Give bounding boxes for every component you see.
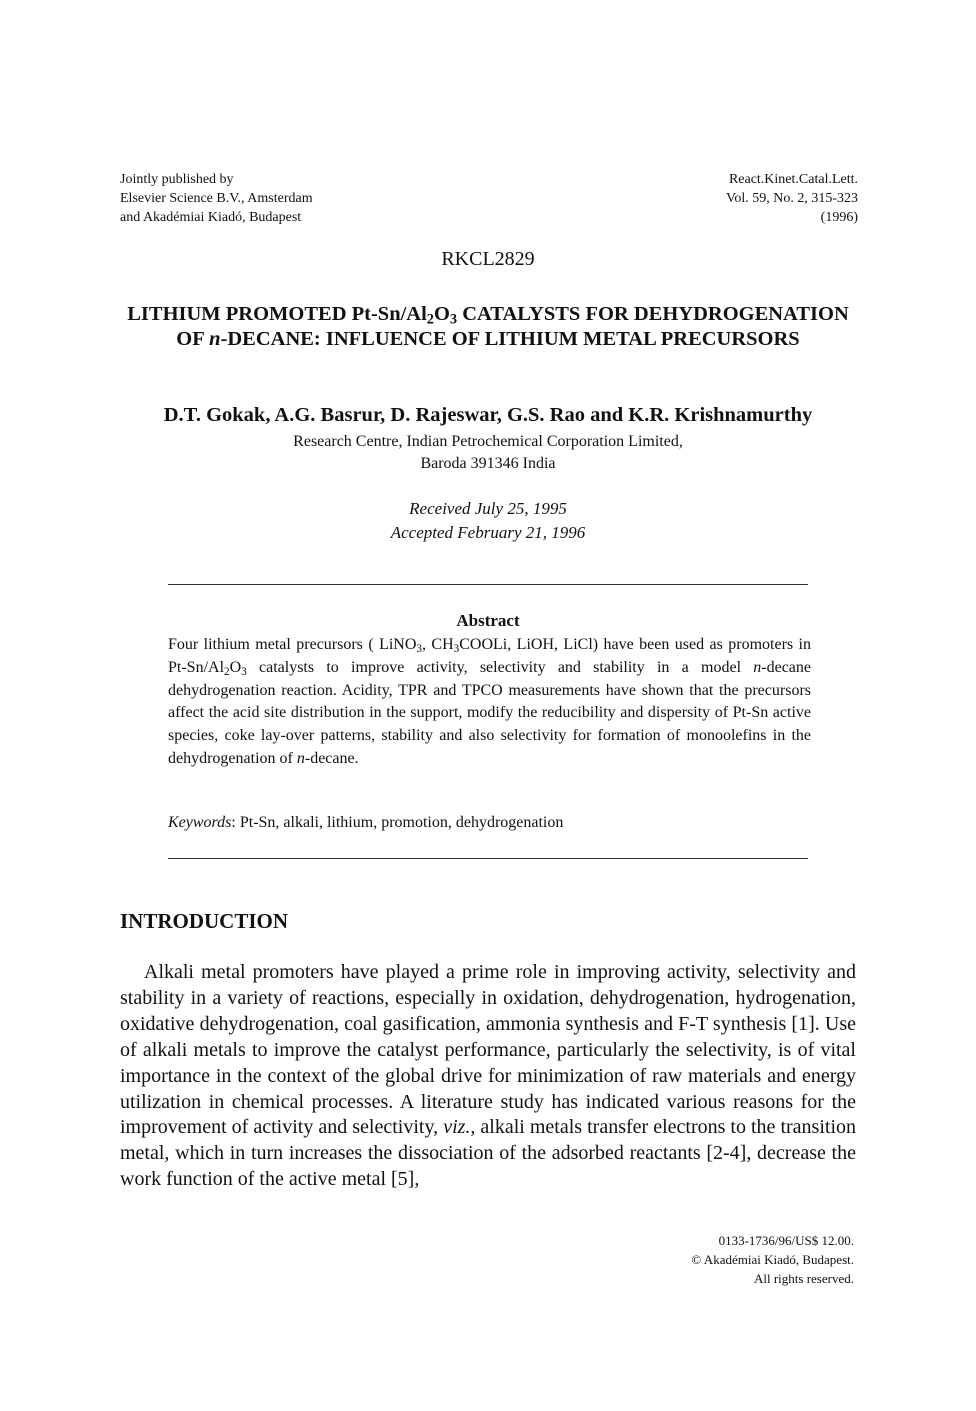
publisher-line: Elsevier Science B.V., Amsterdam bbox=[120, 191, 313, 206]
journal-citation bbox=[726, 170, 858, 227]
copyright-footer bbox=[691, 1231, 854, 1288]
accepted-date: Accepted February 21, 1996 bbox=[390, 523, 586, 542]
article-code: RKCL2829 bbox=[441, 248, 535, 270]
top-divider bbox=[168, 584, 808, 585]
journal-year: (1996) bbox=[820, 210, 858, 225]
footer-line: 0133-1736/96/US$ 12.00. bbox=[718, 1233, 854, 1248]
keywords-text: : Pt-Sn, alkali, lithium, promotion, dehydrogenation bbox=[231, 814, 564, 831]
intro-paragraph: Alkali metal promoters have played a prime role in improving activity, selectivity and stability in a variety of reactions, especially in oxidation, dehydrogenation, hydrogenation, oxidative dehydrogenation, coal gasification, ammonia synthesis and F-T synthesis [1]. Use of alkali metals to improve the catalyst performance, particularly the selectivity, is of vital importance in the context of the global drive for minimization of raw materials and energy utilization in chemical processes. A literature study has indicated various reasons for the improvement of activity and selectivity, viz., alkali metals transfer electrons to the transition metal, which in turn increases the dissociation of the adsorbed reactants [2-4], decrease the work function of the active metal [5], bbox=[120, 961, 856, 1191]
abstract-heading: Abstract bbox=[456, 611, 520, 630]
received-date: Received July 25, 1995 bbox=[409, 499, 567, 518]
affiliation bbox=[0, 431, 976, 475]
publisher-line: Jointly published by bbox=[120, 172, 234, 187]
abstract-body: Four lithium metal precursors ( LiNO3, CH3COOLi, LiOH, LiCl) have been used as promoters in Pt-Sn/Al2O3 catalysts to improve activity, selectivity and stability in a model n-decane dehydrogenation reaction. Acidity, TPR and TPCO measurements have shown that the precursors affect the acid site distribution in the support, modify the reducibility and dispersity of Pt-Sn active species, coke lay-over patterns, stability and also selectivity for formation of monoolefins in the dehydrogenation of n-decane. bbox=[168, 636, 811, 767]
affiliation-line: Baroda 391346 India bbox=[420, 455, 556, 472]
author-list: D.T. Gokak, A.G. Basrur, D. Rajeswar, G.S. Rao and K.R. Krishnamurthy bbox=[163, 404, 813, 426]
footer-line: © Akadémiai Kiadó, Budapest. bbox=[691, 1252, 854, 1267]
article-title: LITHIUM PROMOTED $Pt-Sn/Al_2O_3$ CATALYSTS FOR DEHYDROGENATION OF n-DECANE: INFLUENCE OF LITHIUM METAL PRECURSORS bbox=[127, 303, 849, 350]
footer-line: All rights reserved. bbox=[753, 1271, 854, 1286]
bottom-divider bbox=[168, 858, 808, 859]
publisher-line: and Akadémiai Kiadó, Budapest bbox=[120, 210, 302, 225]
affiliation-line: Research Centre, Indian Petrochemical Corporation Limited, bbox=[293, 433, 683, 450]
keywords bbox=[168, 814, 811, 832]
article-dates bbox=[0, 497, 976, 545]
journal-name: React.Kinet.Catal.Lett. bbox=[728, 172, 858, 187]
publisher-info bbox=[120, 170, 313, 227]
section-heading: INTRODUCTION bbox=[120, 909, 289, 933]
keywords-label: Keywords bbox=[168, 814, 232, 831]
journal-volume: Vol. 59, No. 2, 315-323 bbox=[726, 191, 858, 206]
